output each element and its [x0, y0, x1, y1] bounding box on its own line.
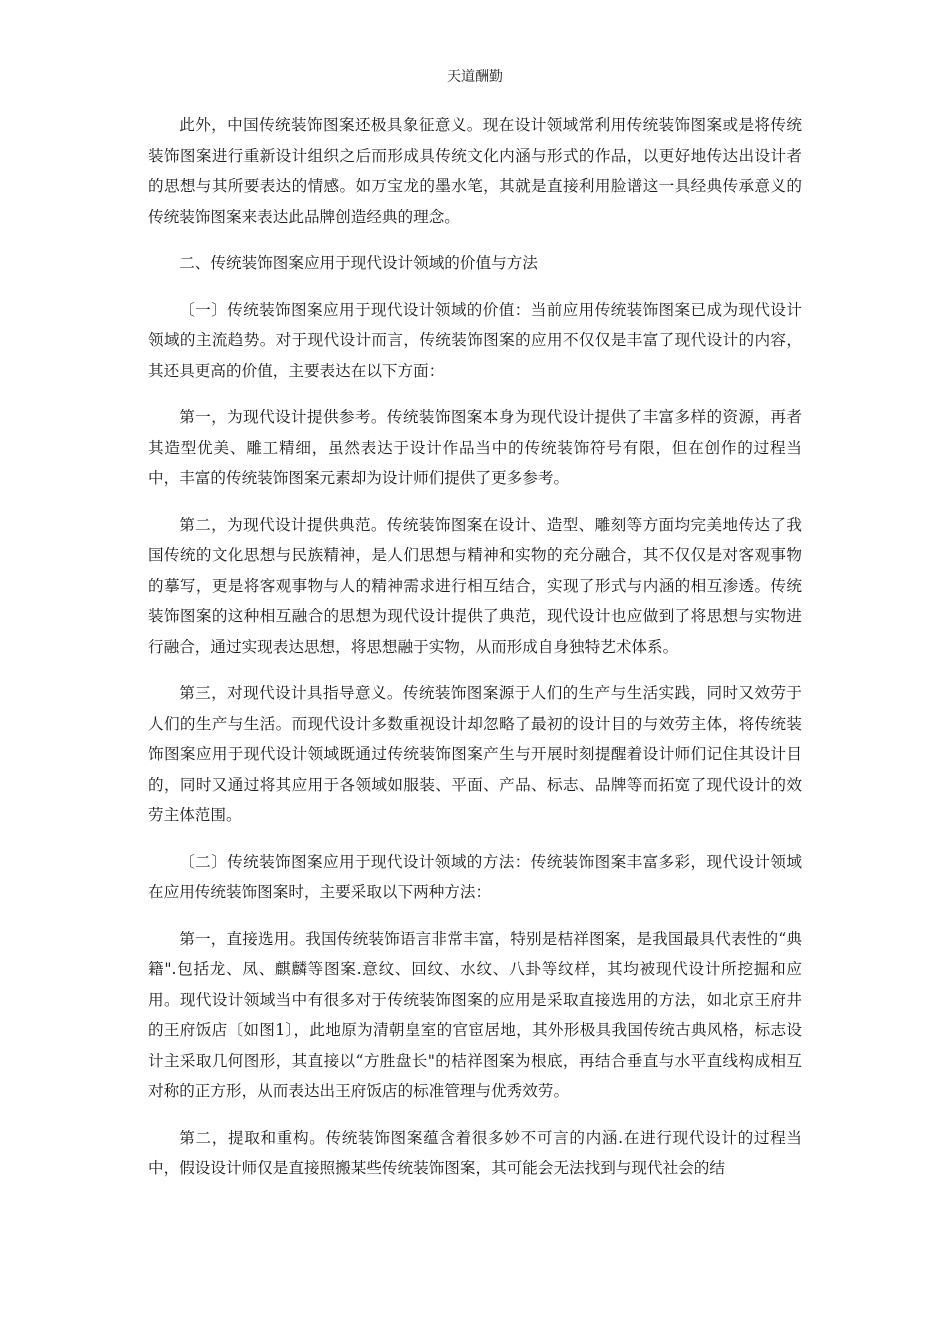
- paragraph-reference: 第一，为现代设计提供参考。传统装饰图案本身为现代设计提供了丰富多样的资源，再者其造型优美、雕工精细，虽然表达于设计作品当中的传统装饰符号有限，但在创作的过程当中，丰富的传统装饰图案元素却为设计师们提供了更多参考。: [148, 408, 802, 487]
- paragraph-direct-selection: 第一，直接选用。我国传统装饰语言非常丰富，特别是桔祥图案，是我国最具代表性的“典籍".包括龙、凤、麒麟等图案.意纹、回纹、水纹、八卦等纹样，其均被现代设计所挖掘和应用。现代设计领域当中有很多对于传统装饰图案的应用是采取直接选用的方法，如北京王府井的王府饭店〔如图1〕，此地原为清朝皇室的官宦居地，其外形极具我国传统古典风格，标志设计主采取几何图形，其直接以“方胜盘长"的桔祥图案为根底，再结合垂直与水平直线构成相互对称的正方形，从而表达出王府饭店的标准管理与优秀效劳。: [148, 929, 802, 1100]
- section-heading-value-method: 二、传统装饰图案应用于现代设计领域的价值与方法: [179, 254, 538, 272]
- subsection-value: 〔一〕传统装饰图案应用于现代设计领域的价值：当前应用传统装饰图案已成为现代设计领域的主流趋势。对于现代设计而言，传统装饰图案的应用不仅仅是丰富了现代设计的内容，其还具更高的价值，主要表达在以下方面：: [148, 300, 802, 380]
- paragraph-guidance: 第三，对现代设计具指导意义。传统装饰图案源于人们的生产与生活实践，同时又效劳于人们的生产与生活。而现代设计多数重视设计却忽略了最初的设计目的与效劳主体，将传统装饰图案应用于现代设计领域既通过传统装饰图案产生与开展时刻提醒着设计师们记住其设计目的，同时又通过将其应用于各领域如服装、平面、产品、标志、品牌等而拓宽了现代设计的效劳主体范围。: [148, 684, 802, 824]
- paragraph-extraction: 第二，提取和重构。传统装饰图案蕴含着很多妙不可言的内涵.在进行现代设计的过程当中，假设设计师仅是直接照搬某些传统装饰图案，其可能会无法找到与现代社会的结: [148, 1128, 802, 1177]
- page-header: 天道酬勤: [447, 69, 503, 85]
- paragraph-symbolism: 此外，中国传统装饰图案还极具象征意义。现在设计领域常利用传统装饰图案或是将传统装饰图案进行重新设计组织之后而形成具传统文化内涵与形式的作品，以更好地传达出设计者的思想与其所要表达的情感。如万宝龙的墨水笔，其就是直接利用脸谱这一具经典传承意义的传统装饰图案来表达此品牌创造经典的理念。: [148, 116, 802, 226]
- subsection-method: 〔二〕传统装饰图案应用于现代设计领域的方法：传统装饰图案丰富多彩，现代设计领域在应用传统装饰图案时，主要采取以下两种方法：: [148, 852, 802, 901]
- paragraph-model: 第二，为现代设计提供典范。传统装饰图案在设计、造型、雕刻等方面均完美地传达了我国传统的文化思想与民族精神，是人们思想与精神和实物的充分融合，其不仅仅是对客观事物的摹写，更是将客观事物与人的精神需求进行相互结合，实现了形式与内涵的相互渗透。传统装饰图案的这种相互融合的思想为现代设计提供了典范，现代设计也应做到了将思想与实物进行融合，通过实现表达思想，将思想融于实物，从而形成自身独特艺术体系。: [148, 515, 802, 656]
- document-body: [148, 110, 802, 1200]
